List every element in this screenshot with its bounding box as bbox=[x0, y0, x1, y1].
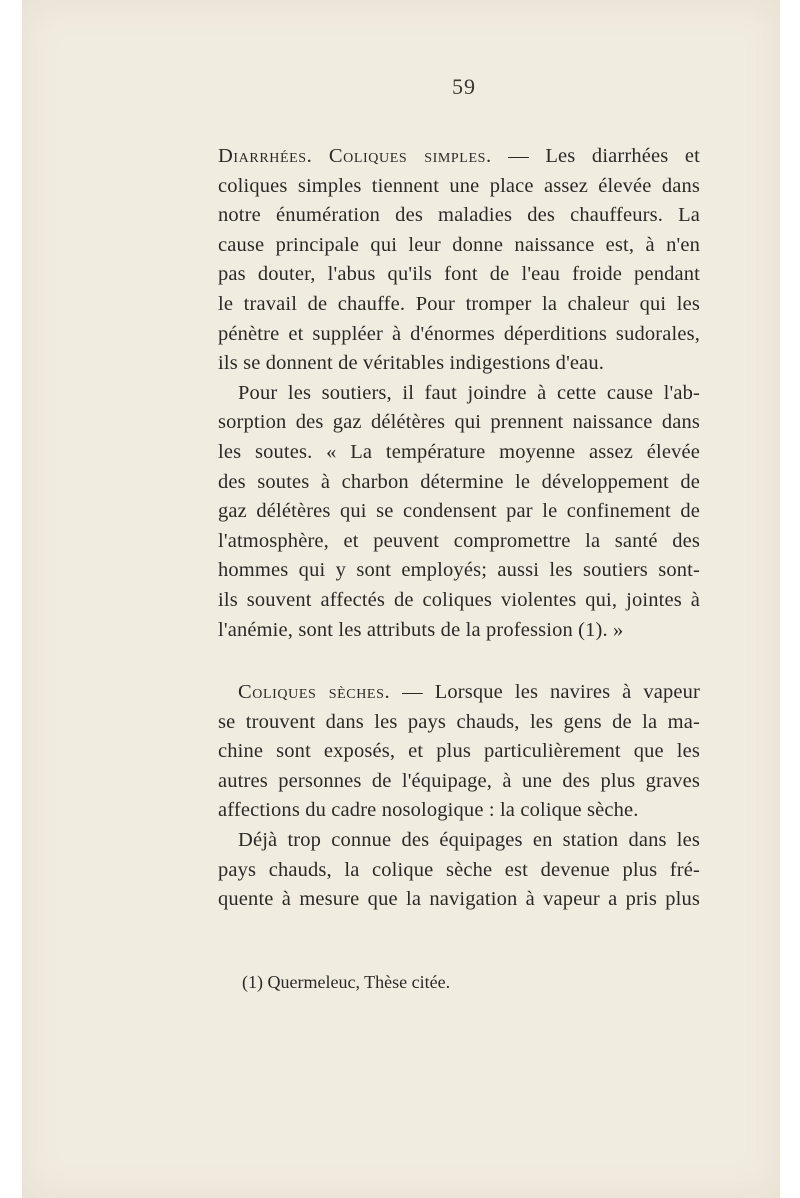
text-line: le travail de chauffe. Pour tromper la chaleur qui les bbox=[218, 292, 700, 315]
book-page bbox=[22, 0, 780, 1198]
text-line bbox=[218, 142, 700, 172]
text-line: se trouvent dans les pays chauds, les gens de la ma- bbox=[218, 710, 700, 733]
page-body bbox=[218, 142, 700, 915]
section-heading-coliques-simples: Coliques simples. bbox=[328, 145, 492, 167]
text-line: affections du cadre nosologique : la colique sèche. bbox=[218, 799, 639, 822]
text-line: coliques simples tiennent une place assez élevée dans bbox=[218, 174, 700, 197]
text-line: pénètre et suppléer à d'énormes déperditions sudorales, bbox=[218, 322, 700, 345]
text-segment: — Lorsque les navires à vapeur bbox=[402, 681, 701, 704]
section-heading-diarrhees: Diarrhées. bbox=[218, 145, 313, 167]
section-gap bbox=[218, 645, 700, 678]
text-line: gaz délétères qui se condensent par le confinement de bbox=[218, 500, 700, 523]
text-line: autres personnes de l'équipage, à une des plus graves bbox=[218, 769, 700, 792]
section-heading-coliques-seches: Coliques sèches. bbox=[238, 681, 391, 704]
text-line: pays chauds, la colique sèche est devenue plus fré- bbox=[218, 858, 700, 881]
text-line: Déjà trop connue des équipages en station dans les bbox=[238, 829, 700, 852]
text-line: Pour les soutiers, il faut joindre à cette cause l'ab- bbox=[238, 381, 700, 404]
text-line: l'atmosphère, et peuvent compromettre la santé des bbox=[218, 529, 700, 552]
page-number: 59 bbox=[452, 74, 476, 99]
text-segment: — Les diarrhées et bbox=[508, 145, 701, 167]
text-line: ils souvent affectés de coliques violentes qui, jointes à bbox=[218, 588, 700, 611]
text-line: quente à mesure que la navigation à vapeur a pris plus bbox=[218, 888, 700, 911]
text-line: chine sont exposés, et plus particulièrement que les bbox=[218, 740, 700, 763]
text-line: cause principale qui leur donne naissance est, à n'en bbox=[218, 233, 700, 256]
text-line bbox=[218, 678, 700, 708]
text-line: sorption des gaz délétères qui prennent naissance dans bbox=[218, 411, 700, 434]
text-line: des soutes à charbon détermine le développement de bbox=[218, 470, 700, 493]
text-line: les soutes. « La température moyenne assez élevée bbox=[218, 440, 700, 463]
text-line: pas douter, l'abus qu'ils font de l'eau froide pendant bbox=[218, 263, 700, 286]
text-line: ils se donnent de véritables indigestions d'eau. bbox=[218, 352, 605, 375]
footnote: (1) Quermeleuc, Thèse citée. bbox=[242, 972, 451, 992]
text-line: hommes qui y sont employés; aussi les soutiers sont- bbox=[218, 559, 700, 582]
text-line: notre énumération des maladies des chauffeurs. La bbox=[218, 204, 700, 227]
text-line: l'anémie, sont les attributs de la profession (1). » bbox=[218, 618, 624, 641]
